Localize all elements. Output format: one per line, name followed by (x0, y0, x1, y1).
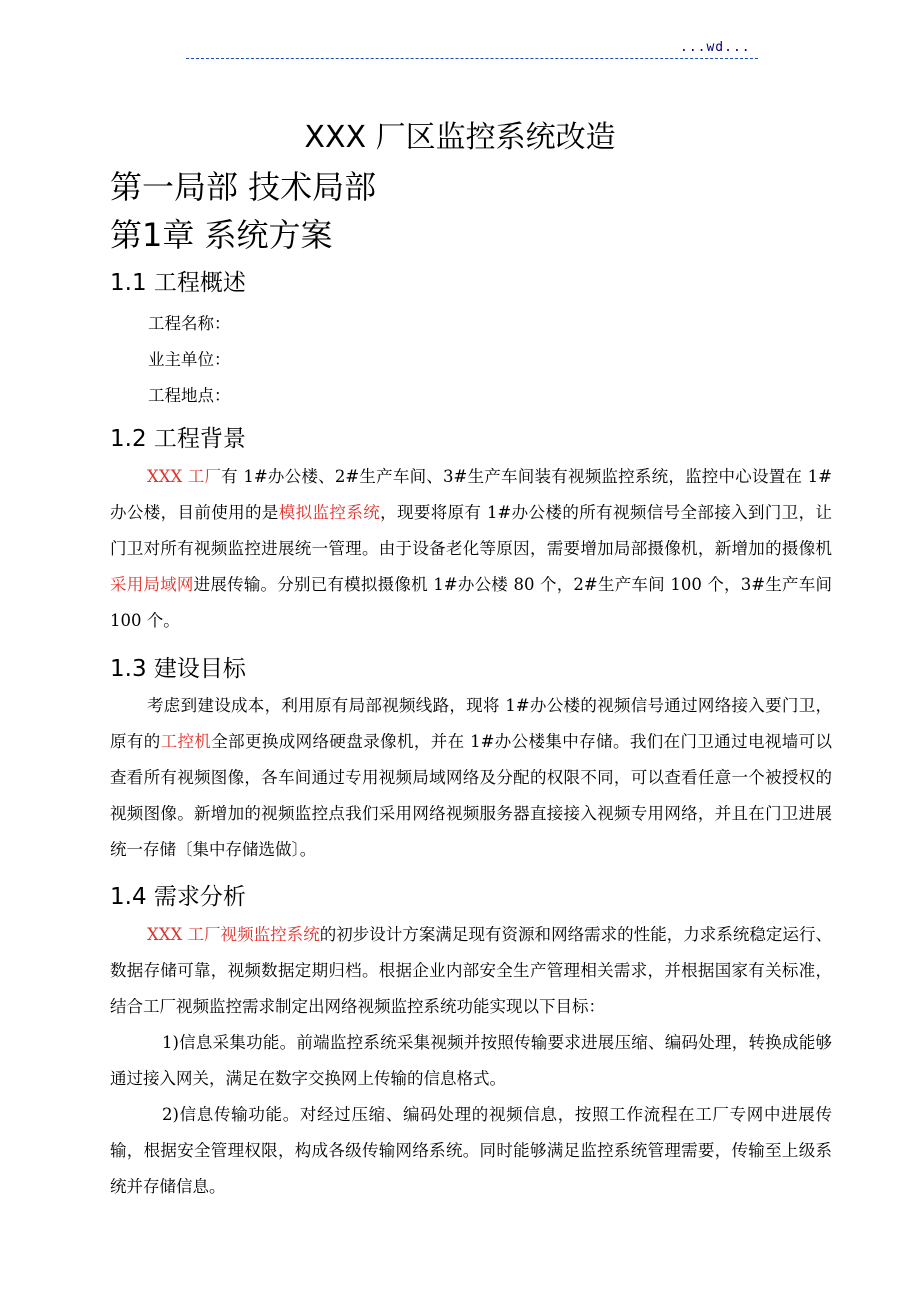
header-divider (186, 58, 758, 59)
background-paragraph: XXX 工厂有 1#办公楼、2#生产车间、3#生产车间装有视频监控系统，监控中心设置在 1#办公楼，目前使用的是模拟监控系统，现要将原有 1#办公楼的所有视频信号全部接入到门卫，让门卫对所有视频监控进展统一管理。由于设备老化等原因，需要增加局部摄像机，新增加的摄像机采用局域网进展传输。分别已有模拟摄像机 1#办公楼 80 个，2#生产车间 100 个，3#生产车间 100 个。 (110, 467, 833, 630)
highlight-text: 工控机 (160, 732, 212, 751)
section-heading-1-4: 1.4 需求分析 (110, 884, 246, 910)
highlight-text: 采用局域网 (110, 575, 194, 594)
section-heading-1-3: 1.3 建设目标 (110, 656, 246, 682)
goal-paragraph: 考虑到建设成本，利用原有局部视频线路，现将 1#办公楼的视频信号通过网络接入要门卫，原有的工控机全部更换成网络硬盘录像机，并在 1#办公楼集中存储。我们在门卫通过电视墙可以查看所有视频图像，各车间通过专用视频局域网络及分配的权限不同，可以查看任意一个被授权的视频图像。新增加的视频监控点我们采用网络视频服务器直接接入视频专用网络，并且在门卫进展统一存储〔集中存储选做〕。 (110, 696, 832, 859)
highlight-text: 模拟监控系统 (278, 503, 381, 522)
section-heading-1-2: 1.2 工程背景 (110, 426, 246, 452)
document-title: XXX 厂区监控系统改造 (304, 120, 616, 155)
section-heading-1-1: 1.1 工程概述 (110, 270, 246, 296)
chapter-heading: 第1章 系统方案 (110, 216, 333, 254)
highlight-text: XXX 工厂 (147, 467, 222, 486)
needs-paragraph: XXX 工厂视频监控系统的初步设计方案满足现有资源和网络需求的性能，力求系统稳定运行、数据存储可靠，视频数据定期归档。根据企业内部安全生产管理相关需求，并根据国家有关标准，结合工厂视频监控需求制定出网络视频监控系统功能实现以下目标： (110, 925, 832, 1016)
project-location-field: 工程地点： (148, 386, 231, 405)
project-name-field: 工程名称： (148, 314, 231, 333)
list-item: 1)信息采集功能。前端监控系统采集视频并按照传输要求进展压缩、编码处理，转换成能够通过接入网关，满足在数字交换网上传输的信息格式。 (110, 1033, 832, 1088)
header-marker: ...wd... (680, 40, 751, 55)
part-heading: 第一局部 技术局部 (110, 168, 377, 206)
highlight-text: XXX 工厂视频监控系统 (147, 925, 320, 944)
list-item: 2)信息传输功能。对经过压缩、编码处理的视频信息，按照工作流程在工厂专网中进展传输，根据安全管理权限，构成各级传输网络系统。同时能够满足监控系统管理需要，传输至上级系统并存储信息。 (110, 1105, 832, 1196)
owner-unit-field: 业主单位： (148, 350, 231, 369)
